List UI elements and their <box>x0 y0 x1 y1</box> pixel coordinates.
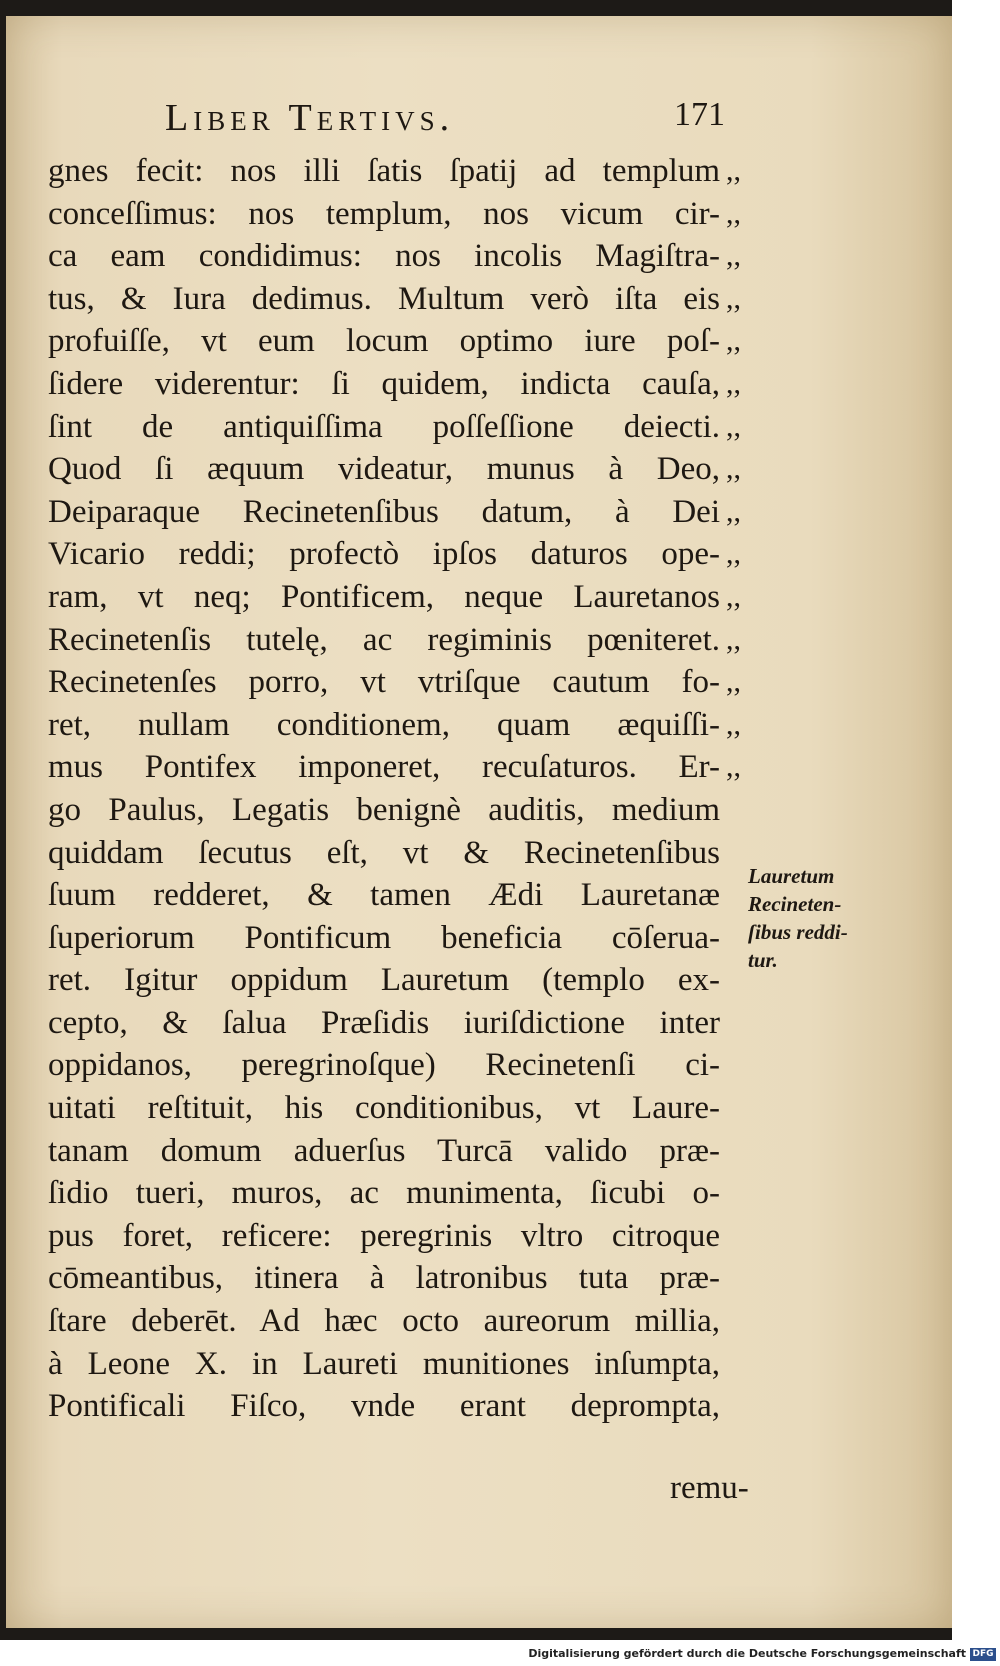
line-text: Vicario reddi; profectò ipſos daturos ope- <box>48 536 720 573</box>
catchword: remu- <box>670 1470 749 1506</box>
text-line <box>48 619 748 662</box>
line-text: Deiparaque Recinetenſibus datum, à Dei <box>48 493 720 530</box>
line-text: pus foret, reficere: peregrinis vltro citroque <box>48 1217 720 1254</box>
text-line <box>48 1002 748 1045</box>
page-number: 171 <box>674 96 725 133</box>
text-line <box>48 1343 748 1386</box>
quotation-mark: ,, <box>726 622 741 656</box>
quotation-mark: ,, <box>726 579 741 613</box>
quotation-mark: ,, <box>726 537 741 571</box>
text-line <box>48 959 748 1002</box>
text-line <box>48 235 748 278</box>
page-header <box>165 96 725 146</box>
text-line <box>48 576 748 619</box>
marginal-note-line: ſibus reddi- <box>748 920 848 944</box>
line-text: ſint de antiquiſſima poſſeſſione deiecti. <box>48 408 720 445</box>
text-line <box>48 874 748 917</box>
text-line <box>48 832 748 875</box>
text-line <box>48 1300 748 1343</box>
line-text: cōmeantibus, itinera à latronibus tuta præ- <box>48 1260 720 1297</box>
line-text: Quod ſi æquum videatur, munus à Deo, <box>48 451 720 488</box>
line-text: ret. Igitur oppidum Lauretum (templo ex- <box>48 962 720 999</box>
line-text: ram, vt neq; Pontificem, neque Lauretanos <box>48 578 720 615</box>
line-text: mus Pontifex imponeret, recuſaturos. Er- <box>48 749 720 786</box>
line-text: gnes fecit: nos illi ſatis ſpatij ad templum <box>48 153 720 189</box>
text-line <box>48 278 748 321</box>
text-line <box>48 789 748 832</box>
quotation-mark: ,, <box>726 154 741 187</box>
text-line <box>48 746 748 789</box>
text-line <box>48 1215 748 1258</box>
line-text: Recinetenſes porro, vt vtriſque cautum fo- <box>48 664 720 701</box>
line-text: à Leone X. in Laureti munitiones inſumpta, <box>48 1345 720 1382</box>
text-line <box>48 661 748 704</box>
quotation-mark: ,, <box>726 281 741 315</box>
text-line <box>48 320 748 363</box>
line-text: tus, & Iura dedimus. Multum verò iſta eis <box>48 280 720 317</box>
line-text: oppidanos, peregrinoſque) Recinetenſi ci- <box>48 1047 720 1084</box>
quotation-mark: ,, <box>726 239 741 273</box>
line-text: tanam domum aduerſus Turcā valido præ- <box>48 1132 720 1169</box>
line-text: ca eam condidimus: nos incolis Magiſtra- <box>48 238 720 275</box>
line-text: ſtare deberēt. Ad hæc octo aureorum millia, <box>48 1303 720 1340</box>
text-line <box>48 1130 748 1173</box>
text-line <box>48 1385 748 1428</box>
line-text: profuiſſe, vt eum locum optimo iure poſ- <box>48 323 720 360</box>
line-text: Pontificali Fiſco, vnde erant deprompta, <box>48 1388 720 1425</box>
text-line <box>48 1172 748 1215</box>
quotation-mark: ,, <box>726 409 741 443</box>
quotation-mark: ,, <box>726 494 741 528</box>
text-line <box>48 533 748 576</box>
line-text: ſuum redderet, & tamen Ædi Lauretanæ <box>48 877 720 914</box>
text-line <box>48 150 748 193</box>
quotation-mark: ,, <box>726 324 741 358</box>
text-line <box>48 448 748 491</box>
line-text: cepto, & ſalua Præſidis iuriſdictione inter <box>48 1004 720 1041</box>
text-line <box>48 1257 748 1300</box>
marginal-note <box>748 862 908 974</box>
line-text: uitati reſtituit, his conditionibus, vt Laure- <box>48 1090 720 1127</box>
line-text: Recinetenſis tutelę, ac regiminis pœniteret. <box>48 621 720 658</box>
quotation-mark: ,, <box>726 707 741 741</box>
text-line <box>48 1087 748 1130</box>
quotation-mark: ,, <box>726 196 741 230</box>
text-line <box>48 704 748 747</box>
text-line <box>48 193 748 236</box>
line-text: ſidere viderentur: ſi quidem, indicta cauſa, <box>48 365 720 402</box>
footer-credit: Digitalisierung gefördert durch die Deutsche Forschungsgemeinschaft <box>528 1647 966 1660</box>
marginal-note-line: tur. <box>748 948 778 972</box>
text-line <box>48 917 748 960</box>
line-text: ſuperiorum Pontificum beneficia cōſerua- <box>48 919 720 956</box>
body-text <box>48 150 748 1428</box>
text-line <box>48 1044 748 1087</box>
text-line <box>48 491 748 534</box>
text-line <box>48 406 748 449</box>
text-line <box>48 363 748 406</box>
quotation-mark: ,, <box>726 366 741 400</box>
line-text: quiddam ſecutus eſt, vt & Recinetenſibus <box>48 834 720 871</box>
line-text: conceſſimus: nos templum, nos vicum cir- <box>48 195 720 232</box>
quotation-mark: ,, <box>726 452 741 486</box>
quotation-mark: ,, <box>726 665 741 699</box>
quotation-mark: ,, <box>726 750 741 784</box>
marginal-note-line: Lauretum <box>748 864 835 888</box>
line-text: go Paulus, Legatis benignè auditis, medium <box>48 791 720 828</box>
marginal-note-line: Recineten- <box>748 892 842 916</box>
line-text: ret, nullam conditionem, quam æquiſſi- <box>48 706 720 743</box>
running-head: Liber Tertivs. <box>165 97 455 139</box>
dfg-logo: DFG <box>970 1648 996 1661</box>
line-text: ſidio tueri, muros, ac munimenta, ſicubi o- <box>48 1175 720 1212</box>
